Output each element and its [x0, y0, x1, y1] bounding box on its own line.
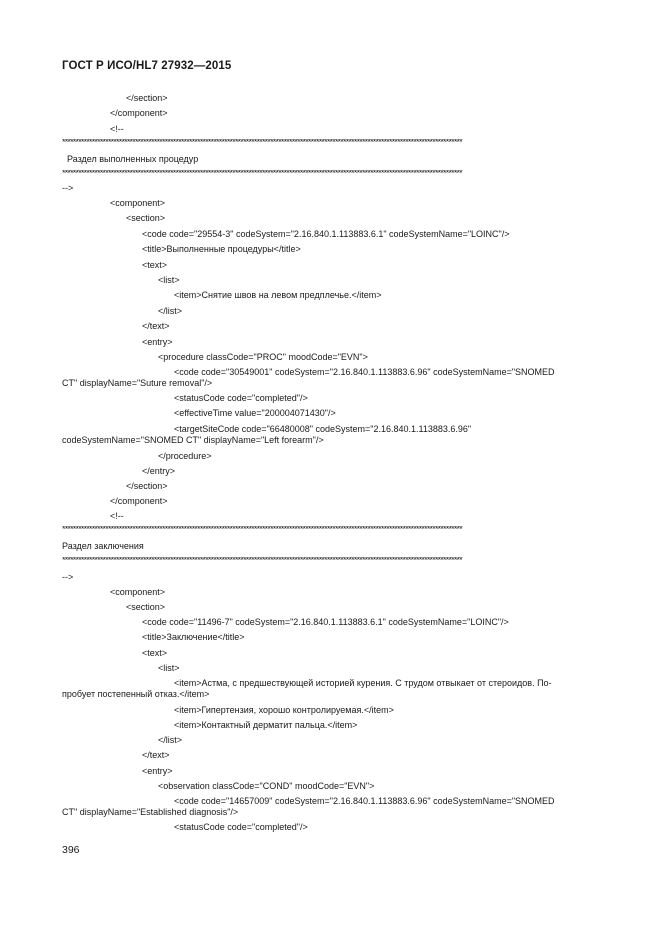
separator-line: ****************************************************************************************************************************************************: [62, 557, 462, 564]
code-line: <targetSiteCode code="66480008" codeSystem="2.16.840.1.113883.6.96": [174, 424, 472, 434]
code-line: <statusCode code="completed"/>: [174, 393, 308, 403]
code-line: <effectiveTime value="200004071430"/>: [174, 408, 336, 418]
code-line: <entry>: [142, 337, 173, 347]
code-line: <section>: [126, 213, 166, 223]
code-line: <code code="29554-3" codeSystem="2.16.840.1.113883.6.1" codeSystemName="LOINC"/>: [142, 229, 510, 239]
code-line: CT" displayName="Suture removal"/>: [62, 378, 213, 388]
separator-line: ****************************************************************************************************************************************************: [62, 139, 462, 146]
code-line: <entry>: [142, 766, 173, 776]
code-line: <!--: [110, 511, 124, 521]
code-line: <title>Выполненные процедуры</title>: [142, 244, 301, 254]
code-line: <item>Контактный дерматит пальца.</item>: [174, 720, 358, 730]
page-header: ГОСТ Р ИСО/HL7 27932—2015: [62, 60, 232, 72]
code-line: <component>: [110, 198, 166, 208]
code-line: <statusCode code="completed"/>: [174, 822, 308, 832]
separator-line: ****************************************************************************************************************************************************: [62, 526, 462, 533]
page-number: 396: [62, 844, 80, 856]
code-line: <title>Заключение</title>: [142, 632, 245, 642]
code-line: </section>: [126, 93, 168, 103]
code-line: -->: [62, 183, 74, 193]
code-line: </list>: [158, 735, 183, 745]
code-line: <code code="14657009" codeSystem="2.16.840.1.113883.6.96" codeSystemName="SNOMED: [174, 796, 555, 806]
code-line: </list>: [158, 306, 183, 316]
code-line: <list>: [158, 663, 180, 673]
code-line: <!--: [110, 124, 124, 134]
code-line: <code code="11496-7" codeSystem="2.16.840.1.113883.6.1" codeSystemName="LOINC"/>: [142, 617, 509, 627]
code-line: <code code="30549001" codeSystem="2.16.840.1.113883.6.96" codeSystemName="SNOMED: [174, 367, 555, 377]
code-line: CT" displayName="Established diagnosis"/>: [62, 807, 239, 817]
code-line: </component>: [110, 108, 168, 118]
code-line: </text>: [142, 321, 170, 331]
code-line: пробует постепенный отказ.</item>: [62, 689, 210, 699]
code-line: </procedure>: [158, 451, 212, 461]
code-line: <text>: [142, 260, 168, 270]
code-line: <list>: [158, 275, 180, 285]
separator-line: ****************************************************************************************************************************************************: [62, 170, 462, 177]
section-heading: Раздел выполненных процедур: [67, 154, 199, 164]
code-line: <item>Снятие швов на левом предплечье.</item>: [174, 290, 382, 300]
code-line: <component>: [110, 587, 166, 597]
code-line: <item>Гипертензия, хорошо контролируемая.</item>: [174, 705, 394, 715]
code-line: <observation classCode="COND" moodCode="EVN">: [158, 781, 375, 791]
code-line: </section>: [126, 481, 168, 491]
section-heading: Раздел заключения: [62, 541, 144, 551]
code-line: <text>: [142, 648, 168, 658]
code-line: </entry>: [142, 466, 176, 476]
code-line: </text>: [142, 750, 170, 760]
code-line: -->: [62, 572, 74, 582]
code-line: </component>: [110, 496, 168, 506]
code-line: <section>: [126, 602, 166, 612]
code-line: <procedure classCode="PROC" moodCode="EVN">: [158, 352, 368, 362]
code-line: <item>Астма, с предшествующей историей курения. С трудом отвыкает от стероидов. По-: [174, 678, 552, 688]
code-line: codeSystemName="SNOMED CT" displayName="Left forearm"/>: [62, 435, 324, 445]
